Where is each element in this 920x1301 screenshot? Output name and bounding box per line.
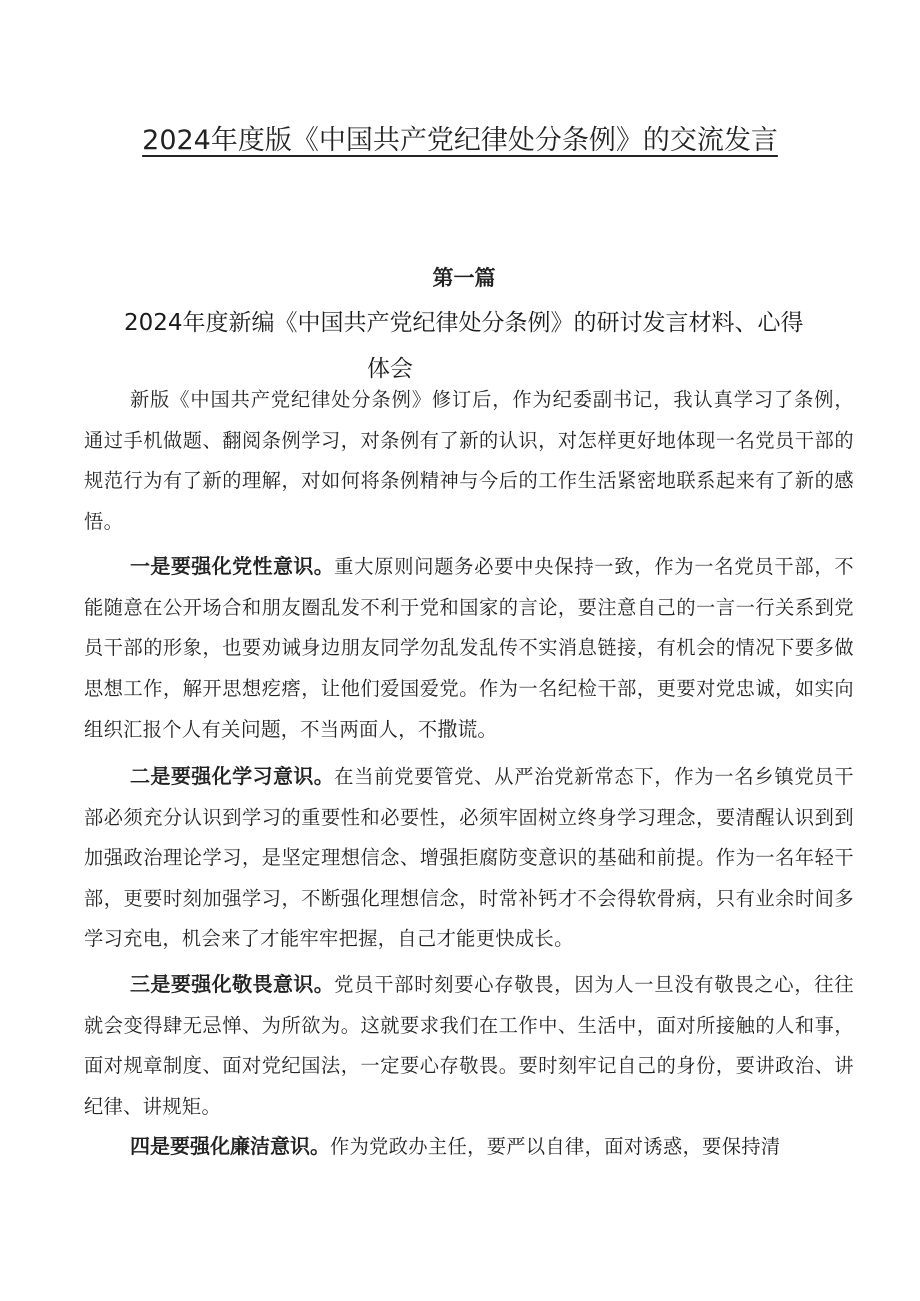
article-title (124, 300, 864, 392)
article-title-line1: 2024年度新编《中国共产党纪律处分条例》的研讨发言材料、心得 (124, 310, 804, 336)
point-paragraph-4 (84, 1126, 854, 1170)
point-text-1: 重大原则问题务必要中央保持一致，作为一名党员干部，不能随意在公开场合和朋友圈乱发不利于党和国家的言论，要注意自己的一言一行关系到党员干部的形象，也要劝诫身边朋友同学勿乱发乱传不实消息链接，有机会的情况下要多做思想工作，解开思想疙瘩，让他们爱国爱党。作为一名纪检干部，更要对党忠诚，如实向组织汇报个人有关 (84, 555, 855, 741)
section-label: 第一篇 (432, 266, 496, 290)
point-lead-1: 一是要强化党性意识。 (130, 554, 335, 578)
point-highlight-1b: 撒谎。 (437, 717, 498, 741)
point-paragraph-1 (84, 546, 854, 751)
point-highlight-1a: 问题 (240, 717, 281, 741)
point-text-2: 在当前党要管党、从严治党新常态下，作为一名乡镇党员干部必须充分认识到学习的重要性和必要性，必须牢固树立终身学习理念，要清醒认识到到加强政治理论学习，是坚定理想信念、增强拒腐防变意识的基础和前提。作为一名年轻干部，更要时刻加强学习，不断强化理想信念，时常补钙才不会得软骨病，只有业余时间多学习充电，机会来了才能牢牢把握，自己才能更快成长。 (84, 765, 855, 950)
point-lead-2: 二是要强化学习意识。 (130, 764, 335, 788)
intro-paragraph: 新版《中国共产党纪律处分条例》修订后，作为纪委副书记，我认真学习了条例，通过手机做题、翻阅条例学习，对条例有了新的认识，对怎样更好地体现一名党员干部的规范行为有了新的理解，对如何将条例精神与今后的工作生活紧密地联系起来有了新的感悟。 (84, 388, 854, 533)
point-mid-1: ，不当两面人，不 (280, 718, 438, 741)
point-lead-3: 三是要强化敬畏意识。 (130, 972, 335, 996)
point-paragraph-3 (84, 964, 854, 1127)
point-lead-4: 四是要强化廉洁意识。 (130, 1134, 330, 1158)
point-text-3: 党员干部时刻要心存敬畏，因为人一旦没有敬畏之心，往往就会变得肆无忌惮、为所欲为。这就要求我们在工作中、生活中，面对所接触的人和事，面对规章制度、面对党纪国法，一定要心存敬畏。要时刻牢记自己的身份，要讲政治、讲纪律、讲规矩。 (84, 973, 855, 1118)
article-title-line2: 体会 (367, 356, 413, 382)
document-title: 2024年度版《中国共产党纪律处分条例》的交流发言 (142, 125, 778, 156)
point-paragraph-2 (84, 756, 854, 960)
point-text-4: 作为党政办主任，要严以自律，面对诱惑，要保持清 (330, 1135, 781, 1158)
